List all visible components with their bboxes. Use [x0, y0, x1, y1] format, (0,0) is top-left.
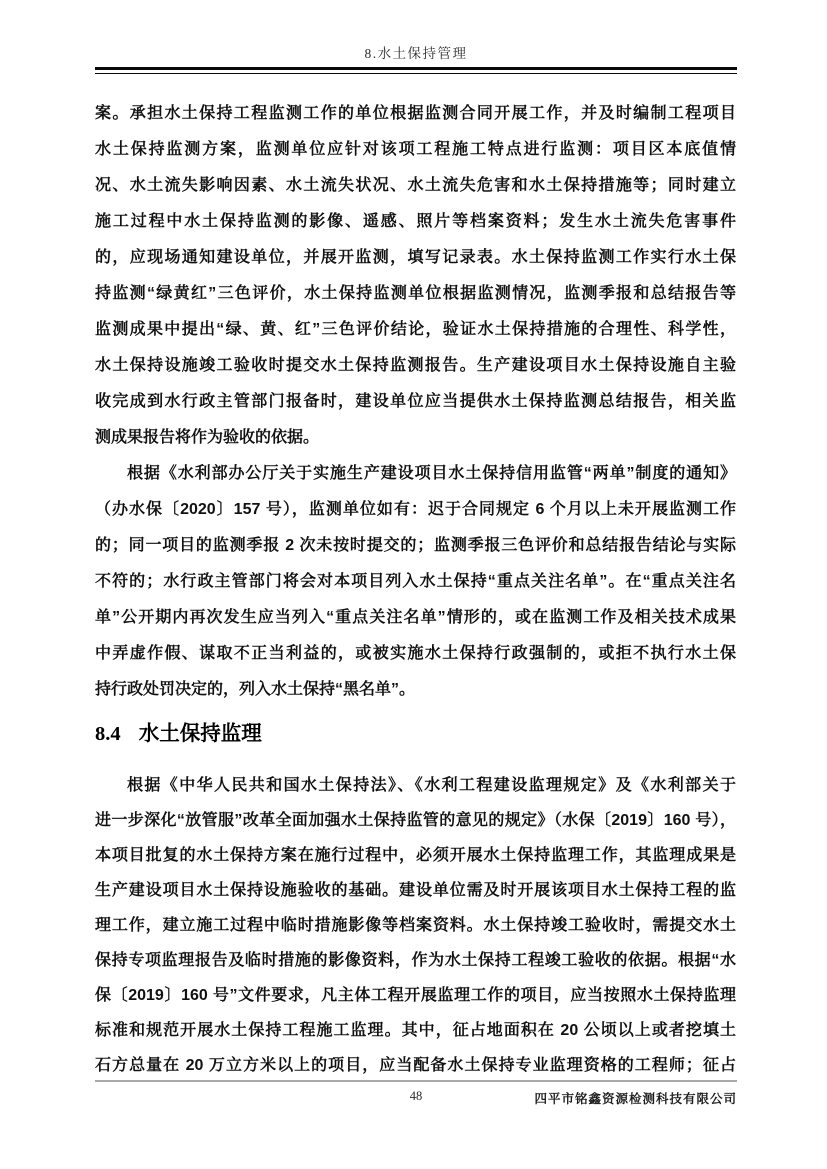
paragraph-line: 水土保持设施竣工验收时提交水土保持监测报告。生产建设项目水土保持设施自主验 — [95, 357, 736, 374]
page-number: 48 — [409, 1089, 423, 1103]
paragraph-line: 监测成果中提出“绿、黄、红”三色评价结论，验证水土保持措施的合理性、科学性， — [95, 321, 736, 338]
paragraph-line: 中弄虚作假、谋取不正当利益的，或被实施水土保持行政强制的，或拒不执行水土保 — [95, 645, 736, 662]
paragraph-line: 标准和规范开展水土保持工程施工监理。其中，征占地面积在 20 公顷以上或者挖填土 — [95, 1022, 736, 1039]
paragraph-line: 保〔2019〕160 号”文件要求，凡主体工程开展监理工作的项目，应当按照水土保持监理 — [95, 987, 736, 1004]
paragraph-line: 生产建设项目水土保持设施验收的基础。建设单位需及时开展该项目水土保持工程的监 — [95, 882, 736, 899]
paragraph-line: 根据《中华人民共和国水土保持法》、《水利工程建设监理规定》及《水利部关于 — [127, 777, 736, 794]
paragraph-supervision — [95, 768, 736, 1083]
section-title: 水土保持监理 — [138, 723, 262, 745]
paragraph-line: 石方总量在 20 万立方米以上的项目，应当配备水土保持专业监理资格的工程师；征占 — [95, 1057, 736, 1074]
section-number: 8.4 — [95, 723, 121, 745]
header-title: 8.水土保持管理 — [364, 46, 468, 61]
paragraph-line: 案。承担水土保持工程监测工作的单位根据监测合同开展工作，并及时编制工程项目 — [95, 105, 736, 122]
paragraph-line: 水土保持监测方案，监测单位应针对该项工程施工特点进行监测：项目区本底值情 — [95, 141, 736, 158]
paragraph-line: 收完成到水行政主管部门报备时，建设单位应当提供水土保持监测总结报告，相关监 — [95, 393, 736, 410]
paragraph-line: 持行政处罚决定的，列入水土保持“黑名单”。 — [95, 681, 416, 698]
paragraph-line: 况、水土流失影响因素、水土流失状况、水土流失危害和水土保持措施等；同时建立 — [95, 177, 736, 194]
paragraph-line: 进一步深化“放管服”改革全面加强水土保持监管的意见的规定》（水保〔2019〕160 号）， — [95, 812, 736, 829]
paragraph-line: （办水保〔2020〕157 号），监测单位如有：迟于合同规定 6 个月以上未开展监测工作 — [95, 501, 736, 518]
paragraph-monitoring — [95, 96, 736, 456]
paragraph-line: 本项目批复的水土保持方案在施行过程中，必须开展水土保持监理工作，其监理成果是 — [95, 847, 736, 864]
paragraph-line: 测成果报告将作为验收的依据。 — [95, 429, 320, 446]
header-rule — [95, 67, 737, 74]
section-heading — [95, 714, 736, 754]
paragraph-credit-supervision — [95, 456, 736, 708]
paragraph-line: 单”公开期内再次发生应当列入“重点关注名单”情形的，或在监测工作及相关技术成果 — [95, 609, 736, 626]
paragraph-line: 的，应现场通知建设单位，并展开监测，填写记录表。水土保持监测工作实行水土保 — [95, 249, 736, 266]
paragraph-line: 持监测“绿黄红”三色评价，水土保持监测单位根据监测情况，监测季报和总结报告等 — [95, 285, 736, 302]
page-footer — [95, 1080, 737, 1114]
paragraph-line: 施工过程中水土保持监测的影像、遥感、照片等档案资料；发生水土流失危害事件 — [95, 213, 736, 230]
paragraph-line: 的；同一项目的监测季报 2 次未按时提交的；监测季报三色评价和总结报告结论与实际 — [95, 537, 736, 554]
paragraph-line: 不符的；水行政主管部门将会对本项目列入水土保持“重点关注名单”。在“重点关注名 — [95, 573, 736, 590]
paragraph-line: 理工作，建立施工过程中临时措施影像等档案资料。水土保持竣工验收时，需提交水土 — [95, 917, 736, 934]
paragraph-line: 根据《水利部办公厅关于实施生产建设项目水土保持信用监管“两单”制度的通知》 — [127, 465, 736, 482]
footer-company-name: 四平市铭鑫资源检测科技有限公司 — [534, 1092, 737, 1106]
paragraph-line: 保持专项监理报告及临时措施的影像资料，作为水土保持工程竣工验收的依据。根据“水 — [95, 952, 736, 969]
document-body — [95, 96, 736, 1083]
